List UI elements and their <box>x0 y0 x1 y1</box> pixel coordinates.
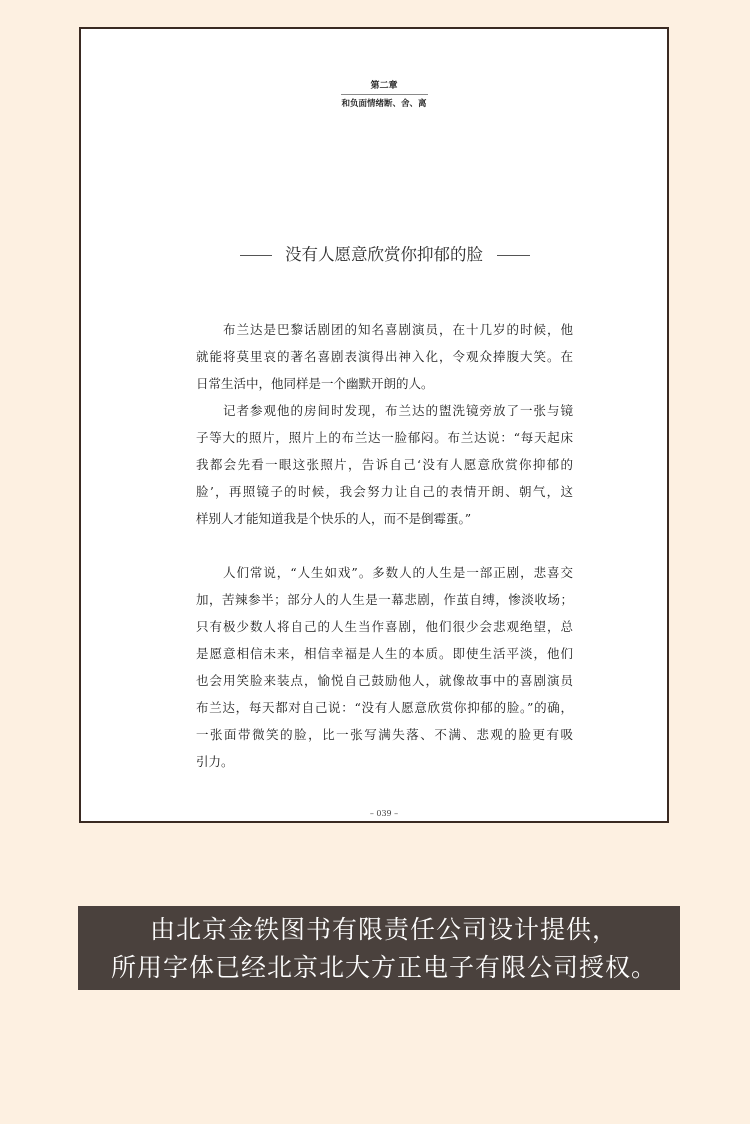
book-page <box>79 27 669 823</box>
paragraph-line: 布兰达，每天都对自己说：“没有人愿意欣赏你抑郁的脸。”的确， <box>196 700 573 715</box>
chapter-divider <box>341 94 428 95</box>
paragraph-line: 样别人才能知道我是个快乐的人，而不是倒霉蛋。” <box>196 511 472 526</box>
paragraph-line: 日常生活中，他同样是一个幽默开朗的人。 <box>196 376 434 391</box>
paragraph <box>196 316 573 397</box>
paragraph-line: 也会用笑脸来装点，愉悦自己鼓励他人，就像故事中的喜剧演员 <box>196 673 573 688</box>
section-title-rule-left <box>240 255 272 256</box>
paragraph-spacer <box>196 532 573 559</box>
section-title: 没有人愿意欣赏你抑郁的脸 <box>285 245 483 264</box>
credit-banner-line: 由北京金铁图书有限责任公司设计提供， <box>149 915 618 944</box>
section-title-rule-right <box>497 255 530 256</box>
credit-banner <box>78 906 680 990</box>
paragraph-line: 就能将莫里哀的著名喜剧表演得出神入化，令观众捧腹大笑。在 <box>196 349 573 364</box>
paragraph-line: 子等大的照片，照片上的布兰达一脸郁闷。布兰达说：“每天起床 <box>196 430 573 445</box>
page-number: – 039 – <box>369 809 399 818</box>
chapter-label: 第二章 <box>370 81 398 91</box>
credit-banner-line: 所用字体已经北京北大方正电子有限公司授权。 <box>110 953 657 982</box>
paragraph-line: 加，苦辣参半；部分人的人生是一幕悲剧，作茧自缚，惨淡收场； <box>196 592 573 607</box>
paragraph-line: 一张面带微笑的脸，比一张写满失落、不满、悲观的脸更有吸 <box>196 727 573 742</box>
paragraph-line: 人们常说，“人生如戏”。多数人的人生是一部正剧，悲喜交 <box>223 565 573 580</box>
paragraph-line: 是愿意相信未来，相信幸福是人生的本质。即使生活平淡，他们 <box>196 646 573 661</box>
chapter-title: 和负面情绪断、舍、离 <box>341 99 427 109</box>
body-text <box>196 316 573 775</box>
paragraph-line: 引力。 <box>196 754 234 769</box>
paragraph-line: 脸’，再照镜子的时候，我会努力让自己的表情开朗、朝气，这 <box>196 484 573 499</box>
paragraph-line: 布兰达是巴黎话剧团的知名喜剧演员，在十几岁的时候，他 <box>223 322 573 337</box>
paragraph <box>196 559 573 775</box>
paragraph-line: 只有极少数人将自己的人生当作喜剧，他们很少会悲观绝望，总 <box>196 619 573 634</box>
paragraph-line: 记者参观他的房间时发现，布兰达的盥洗镜旁放了一张与镜 <box>223 403 573 418</box>
paragraph <box>196 397 573 532</box>
paragraph-line: 我都会先看一眼这张照片，告诉自己‘没有人愿意欣赏你抑郁的 <box>196 457 573 472</box>
